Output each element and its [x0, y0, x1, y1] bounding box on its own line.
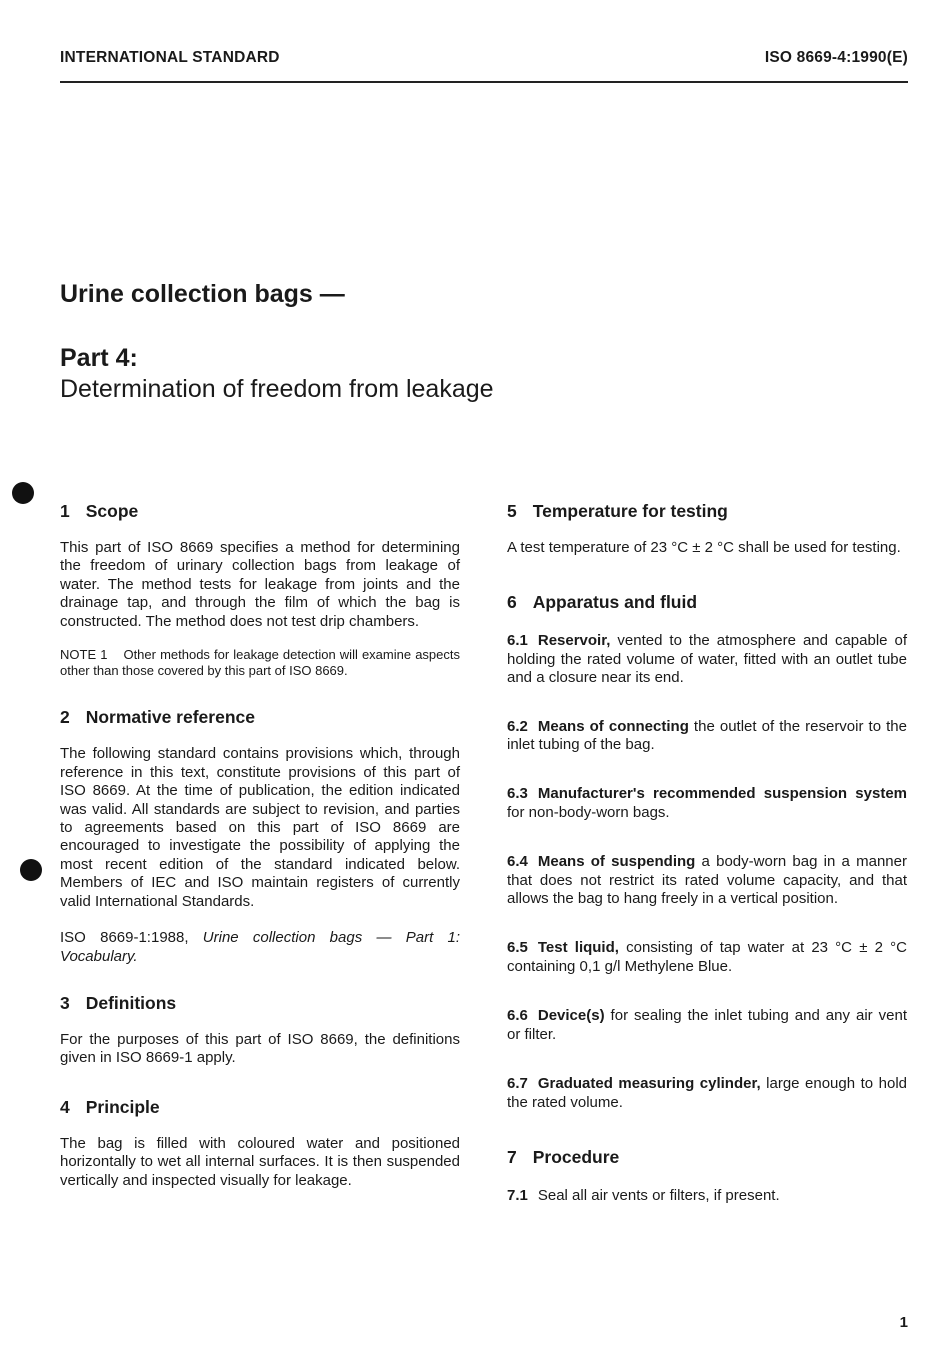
section-6-heading	[507, 591, 907, 613]
item-text: vented to the atmosphere and capable of holding the rated volume of water, fitted with an outlet tube and a closure near its end.	[507, 632, 907, 687]
section-title: Normative reference	[85, 707, 255, 728]
item-text: for non-body-worn bags.	[507, 803, 670, 821]
apparatus-item-6-5	[507, 939, 907, 976]
scope-paragraph: This part of ISO 8669 specifies a method for determining the freedom of urinary collection bags from leakage of water. The method tests for leakage from joints and the drainage tap, and through the film of which the bag is constructed. The method does not test drip chambers.	[60, 539, 460, 630]
section-title: Principle	[85, 1096, 160, 1117]
header-rule	[60, 81, 908, 83]
section-title: Temperature for testing	[532, 501, 728, 521]
item-text: a body-worn bag in a manner that does not restrict its rated volume capacity, and that allows the bag to hang freely in a vertical position.	[507, 853, 907, 908]
section-title: Scope	[85, 501, 139, 521]
standard-number: ISO 8669-4:1990(E)	[764, 49, 908, 66]
item-term: Device(s)	[537, 1007, 605, 1025]
reference-title: Urine collection bags — Part 1: Vocabulary.	[60, 929, 461, 965]
page-number: 1	[899, 1314, 908, 1331]
section-1-heading	[60, 500, 460, 522]
item-number: 6.5	[507, 939, 528, 957]
scope-note	[60, 647, 460, 679]
item-number: 7.1	[507, 1186, 528, 1204]
section-title: Procedure	[532, 1146, 620, 1167]
margin-bullet-middle	[20, 859, 42, 881]
item-number: 6.4	[507, 853, 528, 871]
section-5-heading	[507, 500, 907, 522]
item-term: Means of suspending	[537, 853, 696, 871]
item-term: Means of connecting	[537, 717, 689, 735]
note-text: Other methods for leakage detection will examine aspects other than those covered by this part of ISO 8669.	[60, 647, 460, 679]
item-text: the outlet of the reservoir to the inlet tubing of the bag.	[507, 717, 907, 754]
left-column	[60, 500, 460, 1190]
section-number: 2	[60, 707, 70, 728]
document-title: Urine collection bags —	[60, 280, 345, 308]
procedure-item-7-1	[507, 1187, 907, 1205]
right-column	[507, 500, 907, 1205]
normative-reference-paragraph: The following standard contains provisions which, through reference in this text, constitute provisions of this part of ISO 8669. At the time of publication, the edition indicated was valid. All standards are subject to revision, and parties to agreements based on this part of ISO 8669 are encouraged to investigate the possibility of applying the most recent edition of the standard indicated below. Members of IEC and ISO maintain registers of currently valid International Standards.	[60, 745, 460, 910]
item-number: 6.6	[507, 1007, 528, 1025]
apparatus-item-6-2	[507, 718, 907, 755]
reference-number: ISO 8669-1:1988,	[60, 929, 189, 947]
section-7-heading	[507, 1146, 907, 1168]
item-number: 6.7	[507, 1075, 528, 1093]
item-number: 6.2	[507, 717, 528, 735]
document-type-label: INTERNATIONAL STANDARD	[60, 49, 280, 66]
apparatus-item-6-7	[507, 1075, 907, 1112]
item-number: 6.1	[507, 632, 528, 650]
apparatus-item-6-3	[507, 785, 907, 822]
item-text: Seal all air vents or filters, if present.	[537, 1186, 780, 1204]
section-number: 6	[507, 592, 517, 613]
section-number: 5	[507, 501, 517, 521]
section-title: Definitions	[85, 992, 177, 1013]
item-text: for sealing the inlet tubing and any air vent or filter.	[507, 1007, 907, 1043]
item-term: Reservoir,	[537, 632, 611, 650]
section-4-heading	[60, 1096, 460, 1118]
item-term: Graduated measuring cylinder,	[537, 1075, 761, 1093]
section-3-heading	[60, 992, 460, 1014]
item-text: consisting of tap water at 23 °C ± 2 °C containing 0,1 g/l Methylene Blue.	[507, 939, 907, 975]
section-number: 7	[507, 1146, 517, 1167]
principle-paragraph: The bag is filled with coloured water and positioned horizontally to wet all internal surfaces. It is then suspended vertically and inspected visually for leakage.	[60, 1134, 460, 1189]
definitions-paragraph: For the purposes of this part of ISO 8669, the definitions given in ISO 8669-1 apply.	[60, 1030, 460, 1067]
section-number: 3	[60, 992, 70, 1013]
item-text: large enough to hold the rated volume.	[507, 1075, 907, 1111]
section-2-heading	[60, 706, 460, 728]
section-number: 1	[60, 501, 70, 521]
apparatus-item-6-1	[507, 632, 907, 687]
section-number: 4	[60, 1096, 70, 1117]
item-number: 6.3	[507, 785, 528, 803]
margin-bullet-top	[12, 482, 34, 504]
referenced-standard	[60, 929, 460, 966]
apparatus-item-6-6	[507, 1007, 907, 1044]
temperature-paragraph: A test temperature of 23 °C ± 2 °C shall be used for testing.	[507, 539, 901, 556]
note-label: NOTE 1	[60, 647, 108, 663]
item-term: Test liquid,	[537, 939, 619, 957]
apparatus-item-6-4	[507, 853, 907, 908]
part-subtitle: Determination of freedom from leakage	[60, 375, 494, 403]
item-term: Manufacturer's recommended suspension system	[537, 785, 907, 803]
section-title: Apparatus and fluid	[532, 592, 698, 613]
part-label: Part 4:	[60, 344, 138, 372]
